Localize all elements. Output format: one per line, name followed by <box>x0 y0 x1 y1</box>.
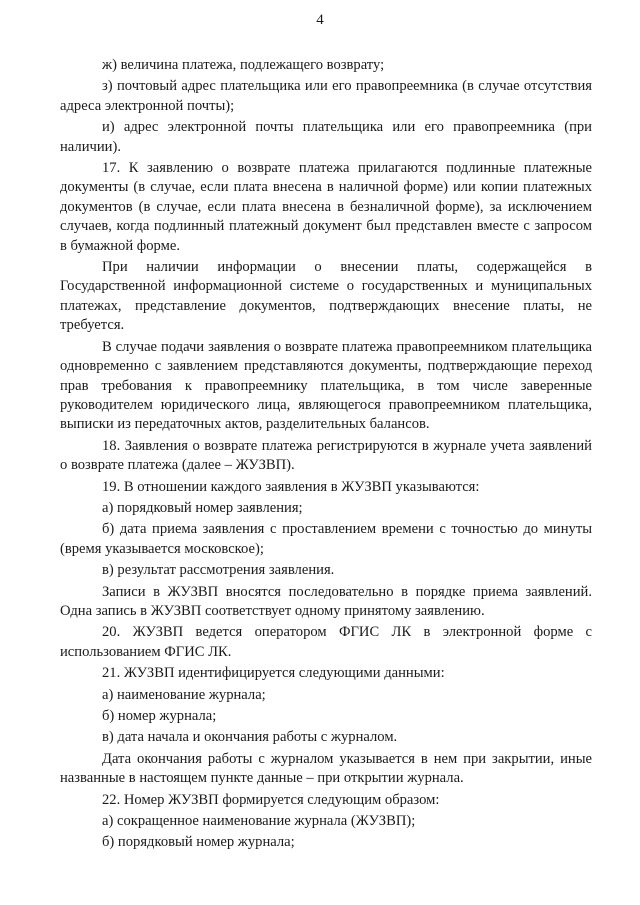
paragraph-19: 19. В отношении каждого заявления в ЖУЗВП указываются: <box>102 478 480 495</box>
paragraph-i: и) адрес электронной почты плательщика или его правопреемника (при наличии). <box>60 119 592 155</box>
paragraph-21: 21. ЖУЗВП идентифицируется следующими данными: <box>102 665 445 682</box>
paragraph-zh: ж) величина платежа, подлежащего возврату; <box>102 57 385 73</box>
paragraph-22b: б) порядковый номер журнала; <box>102 834 295 851</box>
paragraph-19v: в) результат рассмотрения заявления. <box>102 562 335 579</box>
paragraph-18: 18. Заявления о возврате платежа регистрируются в журнале учета заявлений о возврате платежа (далее – ЖУЗВП). <box>60 437 592 474</box>
paragraph-21a: а) наименование журнала; <box>102 686 266 703</box>
paragraph-19b: б) дата приема заявления с проставлением времени с точностью до минуты (время указывается московское); <box>60 521 592 557</box>
paragraph-21v: в) дата начала и окончания работы с журналом. <box>102 729 398 746</box>
paragraph-records: Записи в ЖУЗВП вносятся последовательно в порядке приема заявлений. Одна запись в ЖУЗВП соответствует одному принятому заявлению. <box>60 583 592 619</box>
paragraph-gis-info: При наличии информации о внесении платы, содержащейся в Государственной информационной системе о государственных и муниципальных платежах, представление документов, подтверждающих внесение платы, не требуется. <box>60 259 592 334</box>
paragraph-17: 17. К заявлению о возврате платежа прилагаются подлинные платежные документы (в случае, если плата внесена в наличной форме) или копии платежных документов (в случае, если плата внесена в безналичной форме), за исключением случаев, когда подлинный платежный документ был представлен вместе с запросом в бумажной форме. <box>60 160 592 254</box>
paragraph-z: з) почтовый адрес плательщика или его правопреемника (в случае отсутствия адреса электронной почты); <box>60 78 592 114</box>
paragraph-22: 22. Номер ЖУЗВП формируется следующим образом: <box>102 791 440 808</box>
paragraph-22a: а) сокращенное наименование журнала (ЖУЗВП); <box>102 813 416 830</box>
document-body <box>60 56 592 853</box>
paragraph-20: 20. ЖУЗВП ведется оператором ФГИС ЛК в электронной форме с использованием ФГИС ЛК. <box>60 624 592 660</box>
page-number: 4 <box>316 12 324 28</box>
paragraph-closing-date: Дата окончания работы с журналом указывается в нем при закрытии, иные названные в настоящем пункте данные – при открытии журнала. <box>60 750 592 787</box>
paragraph-19a: а) порядковый номер заявления; <box>102 499 303 516</box>
paragraph-successor: В случае подачи заявления о возврате платежа правопреемником плательщика одновременно с заявлением представляются документы, подтверждающие переход прав требования к правопреемнику плательщика, в том числе заверенные руководителем юридического лица, являющегося правопреемником плательщика, выписки из передаточных актов, разделительных балансов. <box>60 338 592 433</box>
paragraph-21b: б) номер журнала; <box>102 708 217 724</box>
